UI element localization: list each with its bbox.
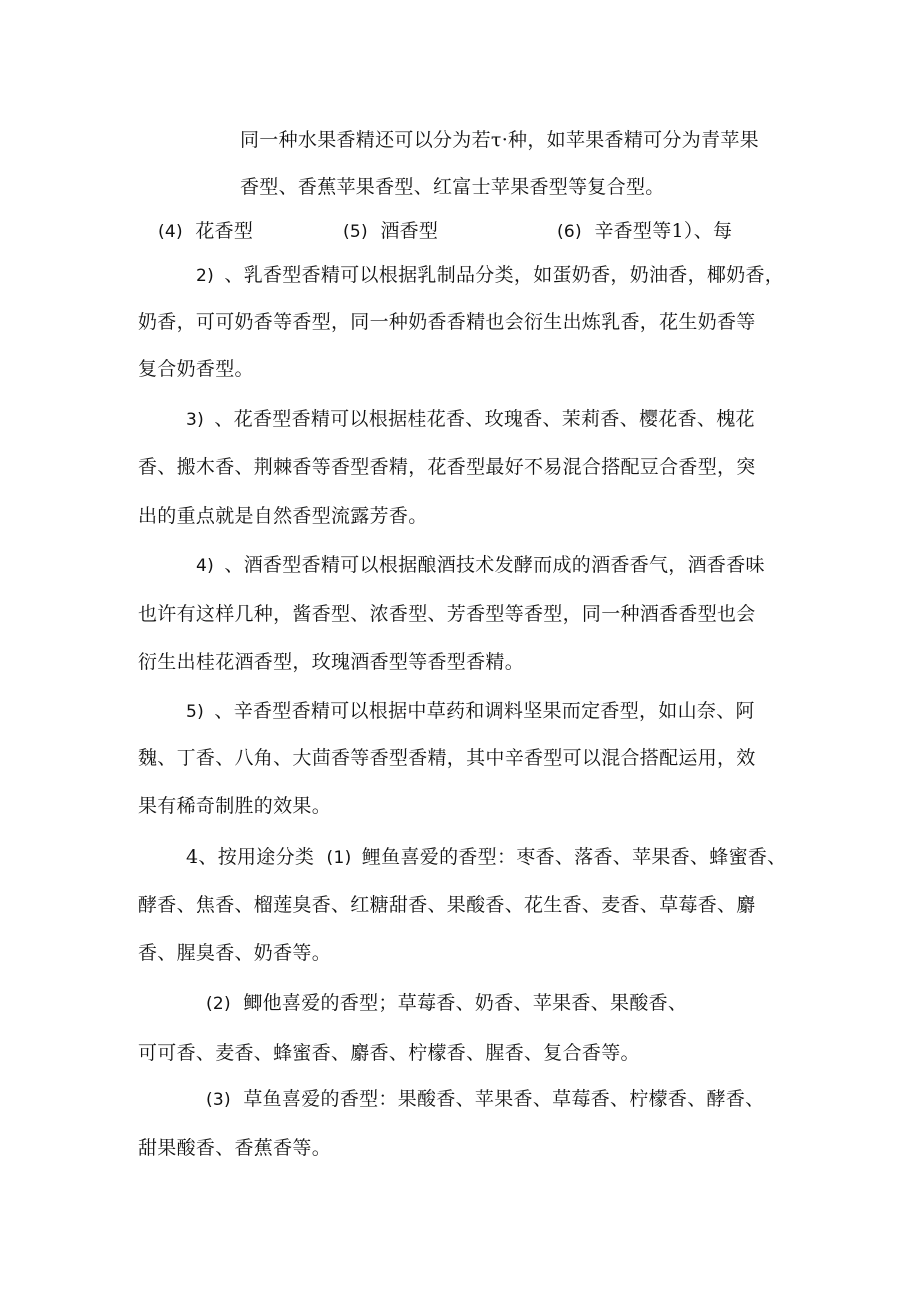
paragraph-5-line-2: 魏、丁香、八角、大茴香等香型香精，其中辛香型可以混合搭配运用，效 <box>138 747 756 769</box>
paragraph-3-text: 、花香型香精可以根据桂花香、玫瑰香、茉莉香、樱花香、槐花 <box>214 408 755 430</box>
paragraph-8-line-2: 甜果酸香、香蕉香等。 <box>138 1137 332 1159</box>
paragraph-6-line-1 <box>186 845 786 870</box>
fruit-continuation-line-1: 同一种水果香精还可以分为若τ·种，如苹果香精可分为青苹果 <box>240 129 759 151</box>
paragraph-3-number: 3) <box>186 410 205 430</box>
paragraph-8-number: (3) <box>206 1090 231 1110</box>
paragraph-2-line-3: 复合奶香型。 <box>138 358 254 380</box>
paragraph-4-line-1 <box>196 553 765 578</box>
paragraph-6-sub-number: (1) <box>326 848 352 868</box>
paragraph-3-line-1 <box>186 407 755 432</box>
paragraph-2-number: 2) <box>196 266 215 286</box>
paragraph-6-heading: 4、按用途分类 <box>186 846 315 868</box>
fruit-continuation-line-2: 香型、香蕉苹果香型、红富士苹果香型等复合型。 <box>240 176 665 198</box>
paragraph-6-line-3: 香、腥臭香、奶香等。 <box>138 942 332 964</box>
paragraph-3-line-2: 香、搬木香、荆棘香等香型香精，花香型最好不易混合搭配豆合香型，突 <box>138 456 756 478</box>
paragraph-4-line-2: 也许有这样几种，酱香型、浓香型、芳香型等香型，同一种酒香香型也会 <box>138 603 756 625</box>
paragraph-5-line-3: 果有稀奇制胜的效果。 <box>138 795 332 817</box>
paragraph-2-line-1 <box>196 263 784 288</box>
type-item-6-text: 辛香型等1）、每 <box>594 220 733 242</box>
paragraph-5-text: 、辛香型香精可以根据中草药和调料坚果而定香型，如山奈、阿 <box>214 700 755 722</box>
paragraph-2-text: 、乳香型香精可以根据乳制品分类，如蛋奶香，奶油香，椰奶香， <box>224 264 785 286</box>
type-item-4-text: 花香型 <box>195 220 254 242</box>
paragraph-7-text: 鲫他喜爱的香型；草莓香、奶香、苹果香、果酸香、 <box>243 992 688 1014</box>
type-item-4-number: (4) <box>158 222 183 242</box>
type-list-line-6 <box>557 219 732 244</box>
paragraph-3-line-3: 出的重点就是自然香型流露芳香。 <box>138 505 428 527</box>
paragraph-5-number: 5) <box>186 702 205 722</box>
type-item-5-number: (5) <box>343 222 368 242</box>
paragraph-6-text: 鲤鱼喜爱的香型：枣香、落香、苹果香、蜂蜜香、 <box>361 846 787 868</box>
paragraph-6-line-2: 酵香、焦香、榴莲臭香、红糖甜香、果酸香、花生香、麦香、草莓香、麝 <box>138 894 756 916</box>
paragraph-2-line-2: 奶香，可可奶香等香型，同一种奶香香精也会衍生出炼乳香，花生奶香等 <box>138 311 756 333</box>
paragraph-4-text: 、酒香型香精可以根据酿酒技术发酵而成的酒香香气，酒香香味 <box>224 554 765 576</box>
type-list-line-5 <box>343 219 438 244</box>
paragraph-8-text: 草鱼喜爱的香型：果酸香、苹果香、草莓香、柠檬香、酵香、 <box>243 1088 765 1110</box>
type-list-line <box>158 219 253 244</box>
paragraph-4-line-3: 衍生出桂花酒香型，玫瑰酒香型等香型香精。 <box>138 651 525 673</box>
type-item-6-number: (6) <box>557 222 582 242</box>
paragraph-7-line-2: 可可香、麦香、蜂蜜香、麝香、柠檬香、腥香、复合香等。 <box>138 1042 640 1064</box>
type-item-5-text: 酒香型 <box>380 220 439 242</box>
paragraph-4-number: 4) <box>196 556 215 576</box>
paragraph-5-line-1 <box>186 699 755 724</box>
paragraph-8-line-1 <box>206 1087 764 1112</box>
paragraph-7-number: (2) <box>206 994 231 1014</box>
paragraph-7-line-1 <box>206 991 687 1016</box>
